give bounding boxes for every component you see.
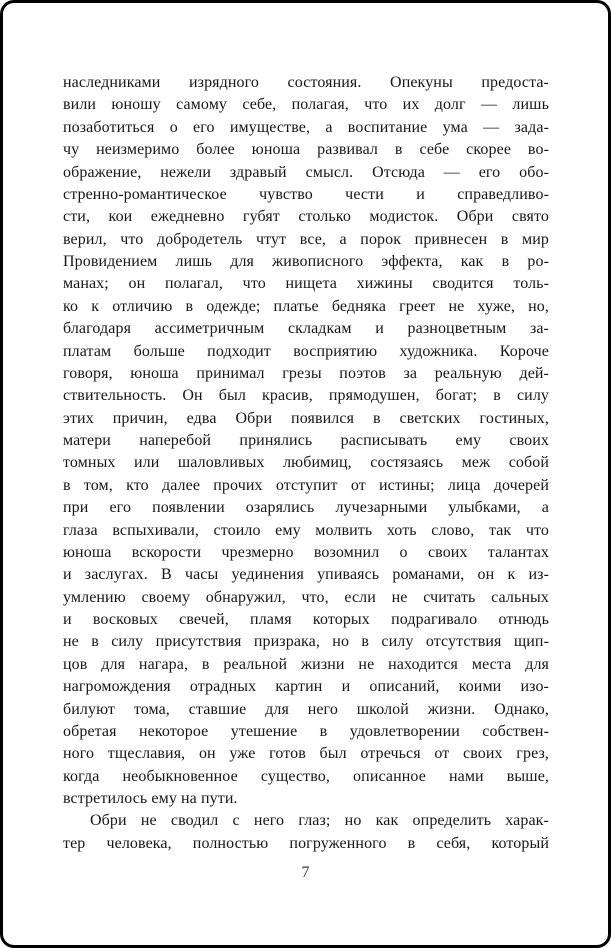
text-line: тер человека, полностью погруженного в себя, который (63, 834, 549, 852)
text-line: Провидением лишь для живописного эффекта, как в ро- (63, 253, 549, 270)
text-line: умлению своему обнаружил, что, если не считать сальных (63, 588, 549, 606)
text-line: сти, кои ежедневно губят столько модисток. Обри свято (63, 208, 549, 226)
text-line: билуют тома, ставшие для него школой жизни. Однако, (63, 700, 549, 718)
text-line: в том, кто далее прочих отступит от истины; лица дочерей (63, 476, 549, 494)
text-line: нагромождения отрадных картин и описаний, коими изо- (63, 678, 549, 696)
text-line: Обри не сводил с него глаз; но как определить харак- (90, 812, 549, 830)
text-line: позаботиться о его имуществе, а воспитание ума — зада- (63, 118, 549, 136)
text-line: ображение, нежели здравый смысл. Отсюда — его обо- (63, 163, 549, 181)
text-line: глаза вспыхивали, стоило ему молвить хоть слово, так что (63, 521, 549, 539)
text-line: юноша вскорости чрезмерно возомнил о своих талантах (63, 543, 549, 561)
text-line: когда необыкновенное существо, описанное нами выше, (63, 767, 549, 785)
text-line: не в силу присутствия призрака, но в силу отсутствия щип- (63, 633, 549, 651)
text-line: стренно-романтическое чувство чести и справедливо- (63, 185, 549, 203)
text-line: вили юношу самому себе, полагая, что их долг — лишь (63, 96, 549, 114)
text-line: этих причин, едва Обри появился в светских гостиных, (63, 409, 549, 427)
text-line: ствительность. Он был красив, прямодушен, богат; в силу (63, 387, 549, 405)
text-line: говоря, юноша принимал грезы поэтов за реальную дей- (63, 364, 549, 382)
text-line: наследниками изрядного состояния. Опекуны предоста- (63, 74, 549, 91)
text-line: верил, что добродетель чтут все, а порок привнесен в мир (63, 230, 549, 248)
text-line: ного тщеславия, он уже готов был отречься от своих грез, (63, 745, 549, 763)
text-line: встретилось ему на пути. (63, 790, 238, 807)
text-line: при его появлении озарялись лучезарными улыбками, а (63, 499, 549, 517)
text-line: чу неизмеримо более юноша развивал в себе скорее во- (63, 141, 549, 159)
page-text (63, 72, 549, 855)
text-line: матери наперебой принялись расписывать ему своих (63, 432, 549, 449)
text-line: томных или шаловливых любимиц, состязаясь меж собой (63, 454, 549, 472)
text-line: и восковых свечей, пламя которых подрагивало отнюдь (63, 611, 549, 628)
text-line: благодаря ассиметричным складкам и разноцветным за- (63, 320, 549, 338)
page-number: 7 (301, 864, 310, 881)
text-line: манах; он полагал, что нищета хижины сводится толь- (63, 275, 549, 293)
text-line: платам больше подходит восприятию художника. Короче (63, 342, 549, 360)
text-line: цов для нагара, в реальной жизни не находится места для (63, 655, 549, 673)
text-line: ко к отличию в одежде; платье бедняка греет не хуже, но, (63, 297, 549, 315)
text-line: обретая некоторое утешение в удовлетворении собствен- (63, 722, 549, 740)
text-line: и заслугах. В часы уединения упиваясь романами, он к из- (63, 566, 549, 584)
